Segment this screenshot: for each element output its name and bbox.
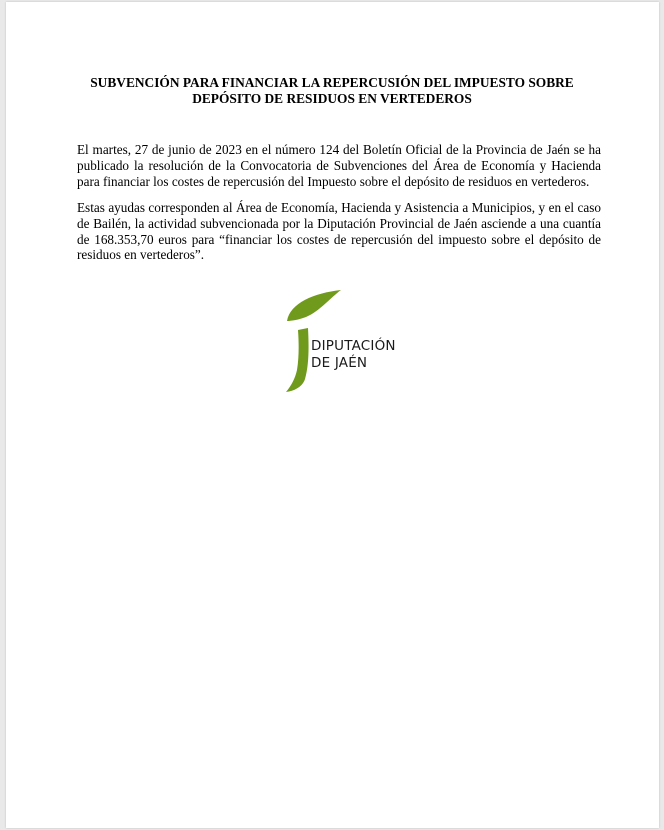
- document-page: [6, 2, 659, 828]
- title-line-2: DEPÓSITO DE RESIDUOS EN VERTEDEROS: [192, 90, 472, 106]
- paragraph-2: Estas ayudas corresponden al Área de Economía, Hacienda y Asistencia a Municipios, y en el caso de Bailén, la actividad subvencionada por la Diputación Provincial de Jaén asciende a una cuantía de 168.353,70 euros para “financiar los costes de repercusión del impuesto sobre el depósito de residuos en vertederos”.: [77, 200, 601, 263]
- paragraph-1: El martes, 27 de junio de 2023 en el número 124 del Boletín Oficial de la Provincia de Jaén se ha publicado la resolución de la Convocatoria de Subvenciones del Área de Economía y Hacienda para financiar los costes de repercusión del Impuesto sobre el depósito de residuos en vertederos.: [77, 142, 601, 189]
- diputacion-jaen-logo: [276, 287, 416, 393]
- document-title: [66, 75, 598, 106]
- title-line-1: SUBVENCIÓN PARA FINANCIAR LA REPERCUSIÓN DEL IMPUESTO SOBRE: [90, 75, 574, 90]
- logo-text-line-1: DIPUTACIÓN: [311, 338, 396, 354]
- logo-text-line-2: DE JAÉN: [311, 355, 368, 371]
